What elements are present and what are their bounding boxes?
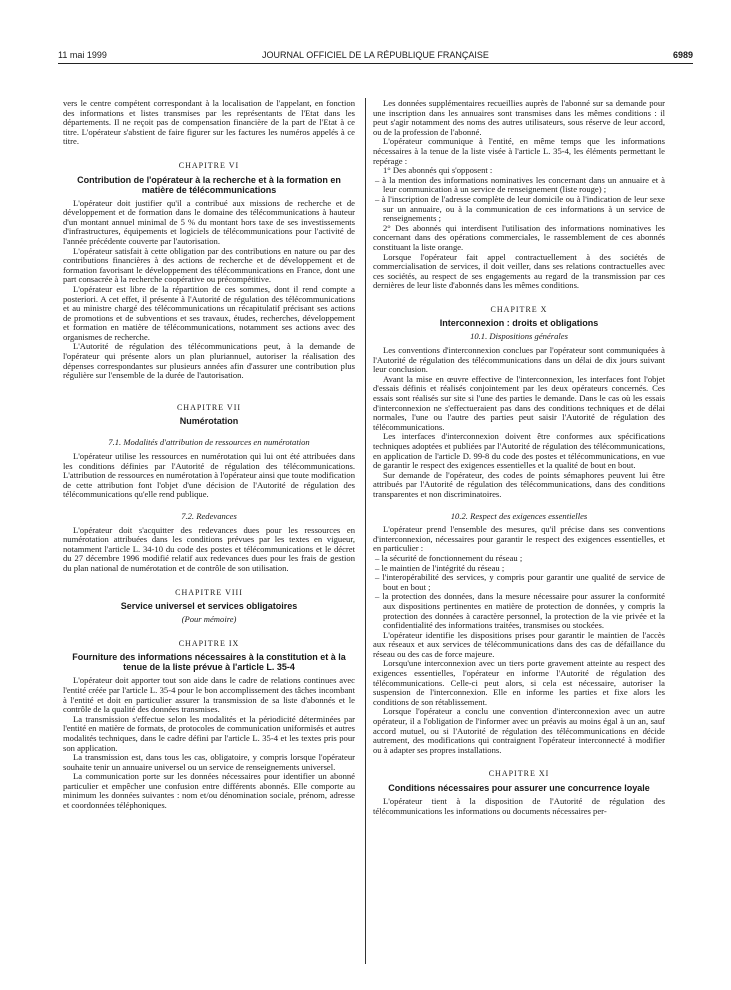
paragraph: L'opérateur identifie les dispositions prises pour garantir le maintien de l'accès aux réseaux et aux services de télécommunications dans des cas de défaillance du réseau ou des cas de force majeure. bbox=[373, 629, 665, 659]
left-column bbox=[63, 99, 355, 811]
paragraph: La transmission est, dans tous les cas, obligatoire, y compris lorsque l'opérateur souhaite tenir un annuaire universel ou un service de renseignements universel. bbox=[63, 752, 355, 772]
chapter-title: Numérotation bbox=[179, 416, 239, 427]
list-item: – le maintien de l'intégrité du réseau ; bbox=[375, 562, 505, 573]
section-heading: 7.2. Redevances bbox=[181, 511, 237, 521]
chapter-label: CHAPITRE X bbox=[490, 304, 548, 314]
list-item: – à la mention des informations nominatives les concernant dans un annuaire et à leur communication à un service de renseignement (liste rouge) ; bbox=[375, 174, 665, 195]
journal-title: JOURNAL OFFICIEL DE LA RÉPUBLIQUE FRANÇAISE bbox=[262, 50, 489, 60]
chapter-note: (Pour mémoire) bbox=[181, 614, 237, 625]
paragraph: Sur demande de l'opérateur, des codes de points sémaphores peuvent lui être attribués par l'Autorité de régulation des télécommunications, dans des conditions transparentes et non discriminatoires. bbox=[373, 469, 665, 499]
chapter-label: CHAPITRE XI bbox=[488, 769, 550, 779]
chapter-title: Interconnexion : droits et obligations bbox=[439, 318, 599, 329]
chapter-title: Service universel et services obligatoires bbox=[120, 601, 298, 612]
list-item: – à l'inscription de l'adresse complète de leur domicile ou à l'indication de leur sexe sur un annuaire, ou à la communication de ces informations à un service de renseignements ; bbox=[375, 193, 665, 224]
paragraph: Les conventions d'interconnexion conclues par l'opérateur sont communiquées à l'Autorité de régulation des télécommunications dans un délai de dix jours suivant leur conclusion. bbox=[373, 345, 665, 375]
section-heading: 7.1. Modalités d'attribution de ressources en numérotation bbox=[108, 437, 310, 448]
column-divider bbox=[365, 98, 366, 964]
paragraph: Avant la mise en œuvre effective de l'interconnexion, les interfaces font l'objet d'essais définis et réalisés conjointement par les deux opérateurs concernés. Ces essais sont réalisés sur site si l'une des parties le demande. Dans le cas où les essais d'interconnexion ne s'effectueraient pas dans des conditions techniques et de délai normales, l'une ou l'autre des parties peut saisir l'Autorité de régulation des télécommunications. bbox=[373, 373, 665, 432]
chapter-label: CHAPITRE VII bbox=[176, 402, 242, 412]
paragraph: Les données supplémentaires recueillies auprès de l'abonné sur sa demande pour une inscription dans les annuaires sont transmises dans les mêmes conditions : il peut s'agir notamment des noms des autres utilisateurs, sous réserve de leur accord, ou de la profession de l'abonné. bbox=[373, 98, 665, 137]
paragraph: L'opérateur doit justifier qu'il a contribué aux missions de recherche et de développement et de formation dans le domaine des télécommunications à hauteur d'un montant annuel minimal de 5 % du montant hors taxe de ses investissements d'infrastructures, équipements et logiciels de télécommunications pour l'activité de l'année précédente couverte par l'autorisation. bbox=[63, 197, 355, 246]
opposition-list bbox=[373, 176, 665, 224]
paragraph: Les interfaces d'interconnexion doivent être conformes aux spécifications techniques adoptées et publiées par l'Autorité de régulation des télécommunications, en application de l'article D. 99-8 du code des postes et télécommunications, en vue de garantir le respect des exigences essentielles et la qualité de bout en bout. bbox=[373, 431, 665, 471]
chapter-label: CHAPITRE VIII bbox=[175, 587, 243, 597]
section-heading: 10.1. Dispositions générales bbox=[470, 331, 568, 342]
header-rule bbox=[58, 63, 693, 64]
paragraph: L'opérateur satisfait à cette obligation par des contributions en nature ou par des contributions financières à des actions de recherche et de développement et de formation favorisant le développement des télécommunications en France, dont une part consacrée à la recherche coopérative ou précompétitive. bbox=[63, 245, 355, 285]
paragraph: La transmission s'effectue selon les modalités et la périodicité déterminées par l'entité en matière de formats, de protocoles de communication uniformisés et autres modalités techniques, dans le cadre défini par l'article L. 35-4 et les textes pris pour son application. bbox=[63, 713, 355, 753]
paragraph: L'opérateur doit apporter tout son aide dans le cadre de relations continues avec l'entité créée par l'article L. 35-4 pour le bon accomplissement des tâches incombant à l'entité et doit en particulier assurer la transmission de sa liste d'abonnés et le contrôle de la qualité des données transmises. bbox=[63, 675, 355, 715]
paragraph: L'opérateur utilise les ressources en numérotation qui lui ont été attribuées dans les conditions définies par l'Autorité de régulation des télécommunications. L'attribution de ressources en numérotation à l'opérateur ainsi que toute modification de cette attribution font l'objet d'une décision de l'Autorité de régulation des télécommunications qu'elle rend publique. bbox=[63, 451, 355, 500]
paragraph: L'opérateur prend l'ensemble des mesures, qu'il précise dans ses conventions d'interconnexion, nécessaires pour garantir le respect des exigences essentielles, et en particulier : bbox=[373, 524, 665, 554]
issue-date: 11 mai 1999 bbox=[58, 50, 107, 60]
right-column bbox=[373, 99, 665, 816]
intro-paragraph: vers le centre compétent correspondant à la localisation de l'appelant, en fonction des informations et listes transmises par les représentants de l'Etat dans les départements. Il ne reçoit pas de compensation financière de la part de l'Etat à ce titre. L'opérateur s'abstient de faire figurer sur les factures les numéros appelés à ce titre. bbox=[63, 98, 355, 147]
paragraph: Lorsque l'opérateur fait appel contractuellement à des sociétés de commercialisation de services, il doit veiller, dans ses relations contractuelles avec ces sociétés, au respect de ses engagements au regard de la transmission par ces dernières de leur liste d'abonnés dans les mêmes conditions. bbox=[373, 251, 665, 291]
paragraph: L'opérateur doit s'acquitter des redevances dues pour les ressources en numérotation attribuées dans les conditions prévues par les textes en vigueur, notamment l'article L. 34-10 du code des postes et télécommunications et le décret du 27 décembre 1996 modifié relatif aux redevances dues pour les frais de gestion du plan national de numérotation et de contrôle de son utilisation. bbox=[63, 524, 355, 573]
paragraph: 2° Des abonnés qui interdisent l'utilisation des informations nominatives les concernant dans des opérations commerciales, le rassemblement de ces abonnés constituant la liste orange. bbox=[373, 222, 665, 252]
section-heading: 10.2. Respect des exigences essentielles bbox=[450, 510, 588, 521]
list-item: – la sécurité de fonctionnement du réseau ; bbox=[375, 552, 523, 563]
chapter-title: Conditions nécessaires pour assurer une concurrence loyale bbox=[388, 783, 650, 793]
requirements-list bbox=[373, 554, 665, 631]
chapter-title: Fourniture des informations nécessaires à la constitution et à la tenue de la liste prévue à l'article L. 35-4 bbox=[72, 652, 346, 673]
page-header bbox=[58, 50, 693, 64]
paragraph: L'opérateur est libre de la répartition de ces sommes, dont il rend compte a posteriori. A cet effet, il présente à l'Autorité de régulation des télécommunications et au ministre chargé des télécommunications un récapitulatif précisant ses actions de promotions et de subventions et ses travaux, études, recherches, développement et formation en matière de télécommunications, notamment ses actions avec des organismes de recherche. bbox=[63, 283, 355, 342]
chapter-label: CHAPITRE IX bbox=[178, 638, 240, 648]
chapter-label: CHAPITRE VI bbox=[178, 160, 240, 170]
paragraph: Lorsqu'une interconnexion avec un tiers porte gravement atteinte au respect des exigences essentielles, l'opérateur en informe l'Autorité de régulation des télécommunications. Celle-ci peut alors, si cela est nécessaire, autoriser la suspension de l'interconnexion. Elle en informe les parties et fixe alors les conditions de son rétablissement. bbox=[373, 658, 665, 707]
paragraph: Lorsque l'opérateur a conclu une convention d'interconnexion avec un autre opérateur, il a l'obligation de l'informer avec un préavis au moins égal à un an, sauf accord mutuel, ou si l'Autorité de régulation des télécommunications en décide autrement, des modifications qui contraignent l'opérateur interconnecté à modifier ou à adapter ses propres installations. bbox=[373, 706, 665, 755]
paragraph: L'opérateur communique à l'entité, en même temps que les informations nécessaires à la tenue de la liste visée à l'article L. 35-4, les éléments permettant le repérage : bbox=[373, 136, 665, 166]
page-number: 6989 bbox=[672, 50, 693, 60]
list-item: – la protection des données, dans la mesure nécessaire pour assurer la conformité aux dispositions pertinentes en matière de protection de données, y compris la protection des données à caractère personnel, la protection de la vie privée et la confidentialité des informations traitées, transmises ou stockées. bbox=[375, 591, 665, 631]
paragraph: L'opérateur tient à la disposition de l'Autorité de régulation des télécommunications les informations ou documents nécessaires per- bbox=[373, 796, 665, 816]
paragraph: L'Autorité de régulation des télécommunications peut, à la demande de l'opérateur qui présente alors un plan pluriannuel, autoriser la réalisation des dépenses correspondantes sur plusieurs années afin d'assurer une contribution plus régulière sur l'ensemble de la durée de l'autorisation. bbox=[63, 341, 355, 381]
chapter-title: Contribution de l'opérateur à la recherche et à la formation en matière de télécommunications bbox=[77, 174, 341, 195]
paragraph: La communication porte sur les données nécessaires pour identifier un abonné particulier et empêcher une confusion entre différents abonnés. Elle comporte au minimum les données suivantes : nom et/ou dénomination sociale, prénom, adresse et coordonnées téléphoniques. bbox=[63, 771, 355, 811]
list-item: – l'interopérabilité des services, y compris pour garantir une qualité de service de bout en bout ; bbox=[375, 572, 665, 592]
paragraph: 1° Des abonnés qui s'opposent : bbox=[383, 165, 493, 176]
